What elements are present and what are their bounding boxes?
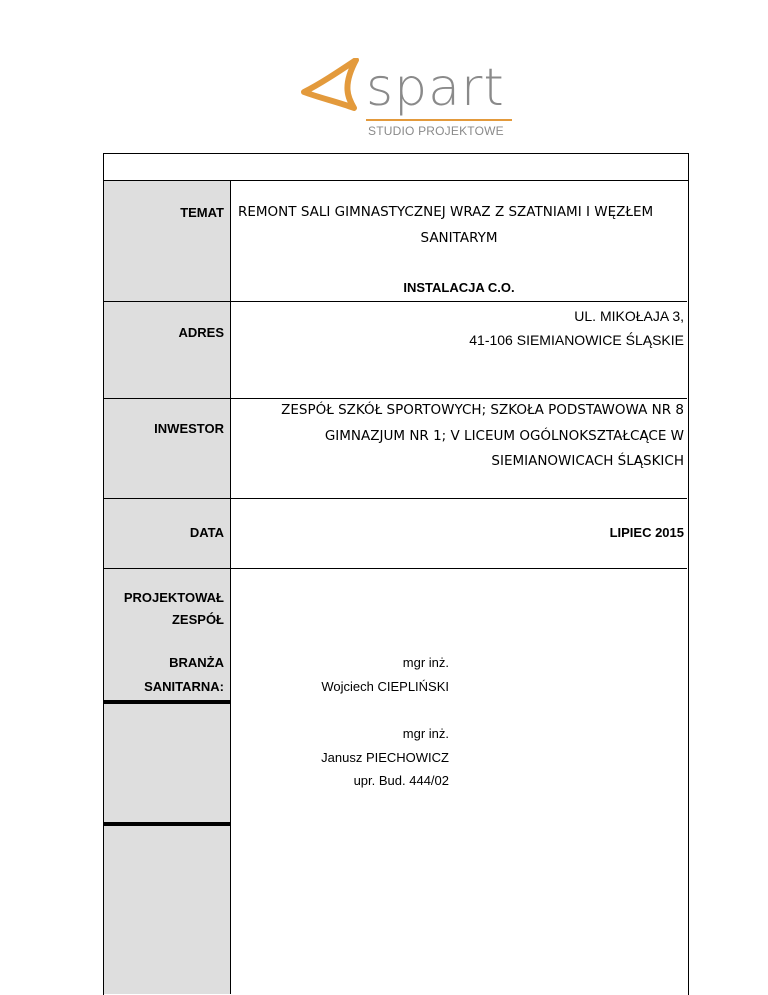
adres-line-2: 41-106 SIEMIANOWICE ŚLĄSKIE	[469, 332, 684, 348]
projektowal-label: PROJEKTOWAŁ	[123, 590, 224, 605]
zespol-label: ZESPÓŁ	[171, 612, 224, 627]
designer-1-name: Wojciech CIEPLIŃSKI	[321, 679, 449, 694]
temat-subtitle: INSTALACJA C.O.	[403, 280, 515, 295]
temat-line-2: SANITARYM	[420, 230, 498, 246]
label-column	[104, 181, 231, 994]
divider-inwestor	[104, 498, 687, 499]
inwestor-line-1: ZESPÓŁ SZKÓŁ SPORTOWYCH; SZKOŁA PODSTAWOWA NR 8	[281, 402, 684, 418]
data-label: DATA	[189, 525, 224, 540]
branza-label: BRANŻA	[169, 655, 224, 670]
divider-lower-thick	[104, 822, 230, 826]
temat-line-1: REMONT SALI GIMNASTYCZNEJ WRAZ Z SZATNIAMI I WĘZŁEM	[238, 204, 654, 220]
logo-wordmark: spart	[366, 58, 505, 118]
inwestor-label: INWESTOR	[154, 421, 224, 436]
logo-subtitle: STUDIO PROJEKTOWE	[368, 124, 504, 138]
inwestor-line-3: SIEMIANOWICACH ŚLĄSKICH	[491, 453, 684, 469]
divider-temat	[104, 301, 687, 302]
logo-underline	[366, 119, 512, 121]
adres-label: ADRES	[178, 325, 224, 340]
divider-data	[104, 568, 687, 569]
title-block-header-row	[103, 153, 688, 181]
designer-2-title: mgr inż.	[402, 726, 449, 741]
divider-adres	[104, 398, 687, 399]
divider-branza-thick	[104, 700, 230, 704]
inwestor-line-2: GIMNAZJUM NR 1; V LICEUM OGÓLNOKSZTAŁCĄCE W	[324, 428, 684, 444]
adres-line-1: UL. MIKOŁAJA 3,	[574, 308, 684, 324]
designer-2-name: Janusz PIECHOWICZ	[321, 750, 449, 765]
temat-label: TEMAT	[180, 205, 224, 220]
designer-2-license: upr. Bud. 444/02	[353, 773, 449, 788]
designer-1-title: mgr inż.	[402, 655, 449, 670]
data-value: LIPIEC 2015	[609, 525, 684, 540]
sanitarna-label: SANITARNA:	[144, 679, 224, 694]
